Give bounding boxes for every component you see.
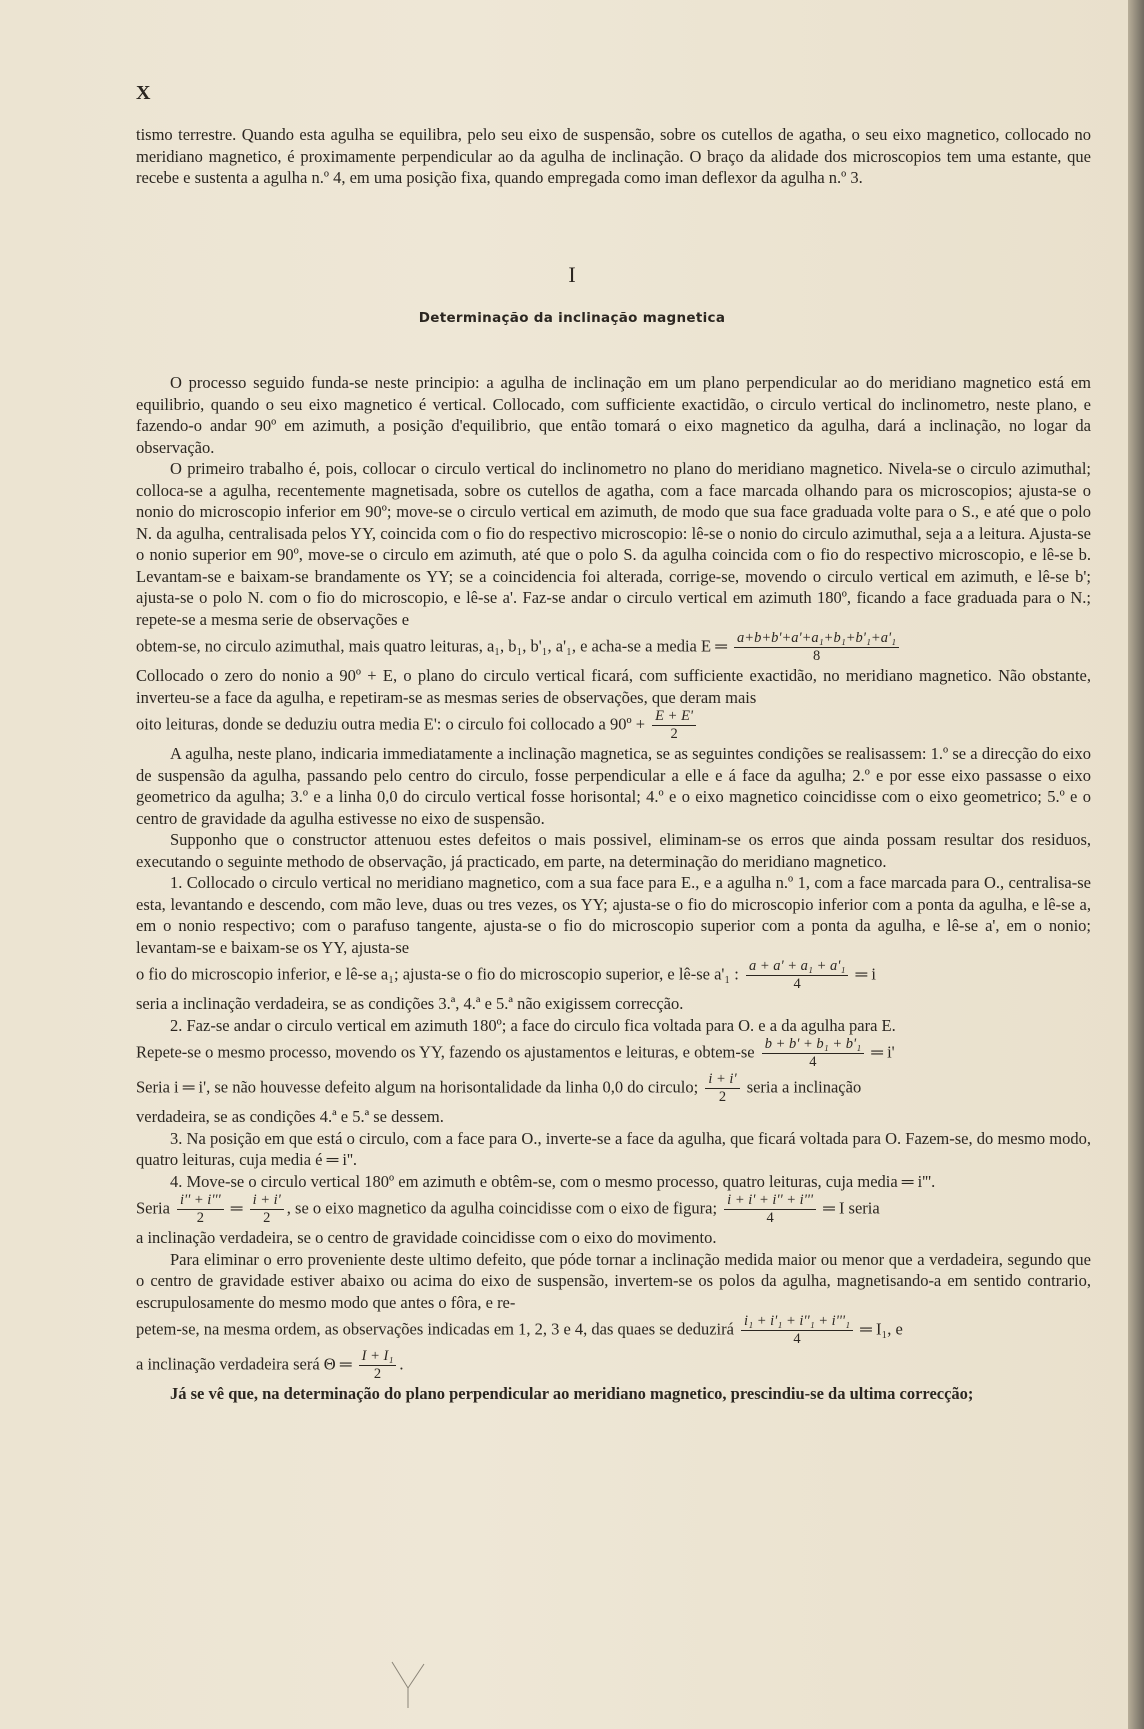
step-3-text: 3. Na posição em que está o circulo, com a face para O., inverte-se a face da agulha, que ficará voltada para O. Fazem-se, do mesmo modo, quatro leituras, cuja media é ═ i''.	[136, 1128, 1091, 1169]
paragraph-gravity: Para eliminar o erro proveniente deste ultimo defeito, que póde tornar a inclinação medida maior ou menor que a verdadeira, segundo que o centro de gravidade estiver abaixo ou acima do eixo de suspensão, invertem-se os polos da agulha, magnetisando-a em sentido contrario, escrupulosamente do mesmo modo que antes o fôra, e re-	[136, 1249, 1091, 1312]
step-4-seria: Seria	[136, 1198, 170, 1218]
equation-line-i	[136, 958, 1091, 993]
fraction-i-prime-numerator: b + b' + b₁ + b'₁	[762, 1036, 864, 1054]
fraction-e-denominator: 8	[812, 648, 821, 664]
fraction-i1-numerator: i₁ + i'₁ + i''₁ + i'''₁	[741, 1313, 853, 1331]
fraction-i-prime-denominator: 4	[809, 1054, 817, 1070]
step-4-mid: , se o eixo magnetico da agulha coincidisse com o eixo de figura;	[286, 1198, 718, 1218]
step-1-text: 1. Collocado o circulo vertical no meridiano magnetico, com a sua face para E., e a agulha n.º 1, com a face marcada para O., centralisa-se esta, levantando e descendo, com mão leve, duas ou tres vezes, os YY; ajusta-se o fio do microscopio inferior com a ponta da agulha, e lê-se a, em o nonio respectivo; com o parafuso tangente, ajusta-se o fio do microscopio superior com a ponta da agulha, e lê-se a', em o nonio; levantam-se e baixam-se os YY, ajusta-se	[136, 873, 1091, 957]
equation-line-i-prime	[136, 1036, 1091, 1071]
step-4-text: 4. Move-se o circulo vertical 180º em azimuth e obtêm-se, com o mesmo processo, quatro leituras, cuja media ═ i'''.	[170, 1171, 936, 1191]
fraction-theta	[359, 1348, 397, 1383]
section-number: I	[568, 262, 576, 287]
pencil-mark-icon	[388, 1660, 428, 1710]
fraction-i1-denominator: 4	[793, 1331, 801, 1347]
step-2-text: 2. Faz-se andar o circulo vertical em azimuth 180º; a face do circulo fica voltada para O. e a da agulha para E.	[170, 1015, 896, 1035]
fraction-i-denominator: 4	[793, 976, 801, 992]
fraction-s4-c-numerator: i + i' + i'' + i'''	[724, 1192, 816, 1210]
paragraph-conclusion: Já se vê que, na determinação do plano perpendicular ao meridiano magnetico, prescindiu-se da ultima correcção;	[170, 1384, 974, 1403]
fraction-i-numerator: a + a' + a₁ + a'₁	[746, 958, 848, 976]
equation-i-prime-lead: Repete-se o mesmo processo, movendo os YY, fazendo os ajustamentos e leituras, e obtem-se	[136, 1042, 755, 1062]
equation-e-prime-lead: oito leituras, donde se deduziu outra media E': o circulo foi collocado a 90º +	[136, 714, 646, 734]
fraction-e-prime-numerator: E + E'	[652, 708, 696, 726]
paragraph-conditions: A agulha, neste plano, indicaria immediatamente a inclinação magnetica, se as seguintes condições se realisassem: 1.º se a direcção do eixo de suspensão da agulha, passando pelo centro do circulo, fosse perpendicular a elle e á face da agulha; 2.º e por esse eixo passasse o eixo geometrico da agulha; 3.º e a linha 0,0 do circulo vertical fosse horisontal; 4.º e o eixo magnetico coincidisse com o eixo geometrico; 5.º e o centro de gravidade da agulha estivesse no eixo de suspensão.	[136, 744, 1091, 828]
equation-line-e	[136, 630, 1091, 665]
fraction-e-prime-denominator: 2	[670, 726, 678, 742]
fraction-i1	[741, 1313, 853, 1348]
paragraph-zero-nonio: Collocado o zero do nonio a 90º + E, o plano do circulo vertical ficará, com sufficiente exactidão, no meridiano magnetico. Não obstante, inverteu-se a face da agulha, e repetiram-se as mesmas series de observações, que deram mais	[136, 666, 1091, 707]
fraction-seria-denominator: 2	[718, 1089, 727, 1105]
step-2-end: verdadeira, se as condições 4.ª e 5.ª se dessem.	[136, 1107, 444, 1126]
equation-i-lead: o fio do microscopio inferior, e lê-se a₁; ajusta-se o fio do microscopio superior, e lê-se a'₁ :	[136, 964, 739, 984]
fraction-e-numerator: a+b+b'+a'+a₁+b₁+b'₁+a'₁	[734, 630, 899, 648]
equation-line-seria	[136, 1071, 1091, 1106]
fraction-s4-a-denominator: 2	[196, 1210, 204, 1226]
fraction-s4-b-denominator: 2	[263, 1210, 271, 1226]
paragraph-constructor: Supponho que o constructor attenuou estes defeitos o mais possivel, eliminam-se os erros que ainda possam resultar dos residuos, executando o seguinte methodo de observação, já practicado, em parte, na determinação do meridiano magnetico.	[136, 830, 1091, 871]
step-4-end: a inclinação verdadeira, se o centro de gravidade coincidisse com o eixo do movimento.	[136, 1228, 717, 1247]
fraction-s4-b	[250, 1192, 284, 1227]
fraction-e	[734, 630, 899, 665]
equation-theta-lead: a inclinação verdadeira será Θ ═	[136, 1354, 352, 1374]
equation-i1-result: ═ I₁, e	[860, 1319, 903, 1339]
equation-i-prime-result: ═ i'	[871, 1042, 895, 1062]
equation-e-lead: obtem-se, no circulo azimuthal, mais quatro leituras, a₁, b₁, b'₁, a'₁, e acha-se a media E ═	[136, 636, 727, 656]
fraction-seria	[705, 1071, 739, 1106]
body-text	[136, 372, 1091, 1405]
fraction-s4-a	[177, 1192, 224, 1227]
fraction-s4-a-numerator: i'' + i'''	[177, 1192, 224, 1210]
equation-line-e-prime	[136, 708, 1091, 743]
page-folio: X	[136, 82, 152, 104]
fraction-seria-numerator: i + i'	[705, 1071, 739, 1089]
paragraph-principle: O processo seguido funda-se neste principio: a agulha de inclinação em um plano perpendicular ao do meridiano magnetico está em equilibrio, quando o seu eixo magnetico é vertical. Collocado, com sufficiente exactidão, o circulo vertical do inclinometro, neste plano, e fazendo-o andar 90º em azimuth, a posição d'equilibrio, que então tomará o eixo magnetico da agulha, dará a inclinação, no logar da observação.	[136, 373, 1091, 457]
fraction-s4-b-numerator: i + i'	[250, 1192, 284, 1210]
equation-line-theta: a inclinação verdadeira será Θ ═ $\frac{\text{I + I₁}}{2}$ .	[136, 1348, 404, 1382]
intro-text: tismo terrestre. Quando esta agulha se equilibra, pelo seu eixo de suspensão, sobre os cutellos de agatha, o seu eixo magnetico, collocado no meridiano magnetico, é proximamente perpendicular ao da agulha de inclinação. O braço da alidade dos microscopios tem uma estante, que recebe e sustenta a agulha n.º 4, em uma posição fixa, quando empregada como iman deflexor da agulha n.º 3.	[136, 125, 1091, 187]
fraction-i-prime	[762, 1036, 864, 1071]
seria-lead: Seria i ═ i', se não houvesse defeito algum na horisontalidade da linha 0,0 do circulo;	[136, 1077, 699, 1097]
step-4-result: ═ I seria	[823, 1198, 880, 1218]
equation-i1-lead: petem-se, na mesma ordem, as observações indicadas em 1, 2, 3 e 4, das quaes se deduzirá	[136, 1319, 734, 1339]
page-edge-shadow	[1128, 0, 1144, 1729]
equation-line-capital-i: Seria $\frac{i'' + i'''}{2}$ ═ $\frac{i + i'}{2}$ , se o eixo magnetico da agulha coincidisse com o eixo de figura; $\frac{i + i' + i'' + i'''}{4}$ ═ I seria	[136, 1192, 880, 1226]
fraction-theta-denominator: 2	[373, 1366, 382, 1382]
fraction-s4-c	[724, 1192, 816, 1227]
fraction-s4-c-denominator: 4	[766, 1210, 774, 1226]
equation-line-i1	[136, 1313, 1091, 1348]
section-title: Determinação da inclinação magnetica	[418, 310, 726, 326]
seria-trail: seria a inclinação	[746, 1077, 862, 1097]
step-1-end: seria a inclinação verdadeira, se as condições 3.ª, 4.ª e 5.ª não exigissem correcção.	[136, 994, 684, 1013]
fraction-e-prime	[652, 708, 696, 743]
fraction-i	[746, 958, 848, 993]
intro-paragraph	[136, 124, 1091, 189]
paragraph-first-work: O primeiro trabalho é, pois, collocar o circulo vertical do inclinometro no plano do meridiano magnetico. Nivela-se o circulo azimuthal; colloca-se a agulha, recentemente magnetisada, sobre os cutellos de agatha, com a face marcada olhando para os microscopios; ajusta-se o nonio do microscopio inferior em 90º; move-se o circulo vertical em azimuth, de modo que sua face graduada volte para o S., e até que o polo N. da agulha, centralisada pelos YY, coincida com o fio do respectivo microscopio: lê-se o nonio do circulo azimuthal, seja a a leitura. Ajusta-se o nonio superior em 90º, move-se o circulo em azimuth, até que o polo S. da agulha coincida com o fio do respectivo microscopio, e lê-se b. Levantam-se e baixam-se brandamente os YY; se a coincidencia foi alterada, corrige-se, movendo o circulo vertical em azimuth, e lê-se b'; ajusta-se o polo N. com o fio do microscopio, e lê-se a'. Faz-se andar o circulo vertical em azimuth 180º, ficando a face graduada para o N.; repete-se a mesma serie de observações e	[136, 459, 1091, 629]
fraction-theta-numerator: I + I₁	[359, 1348, 397, 1366]
equation-i-result: ═ i	[855, 964, 876, 984]
